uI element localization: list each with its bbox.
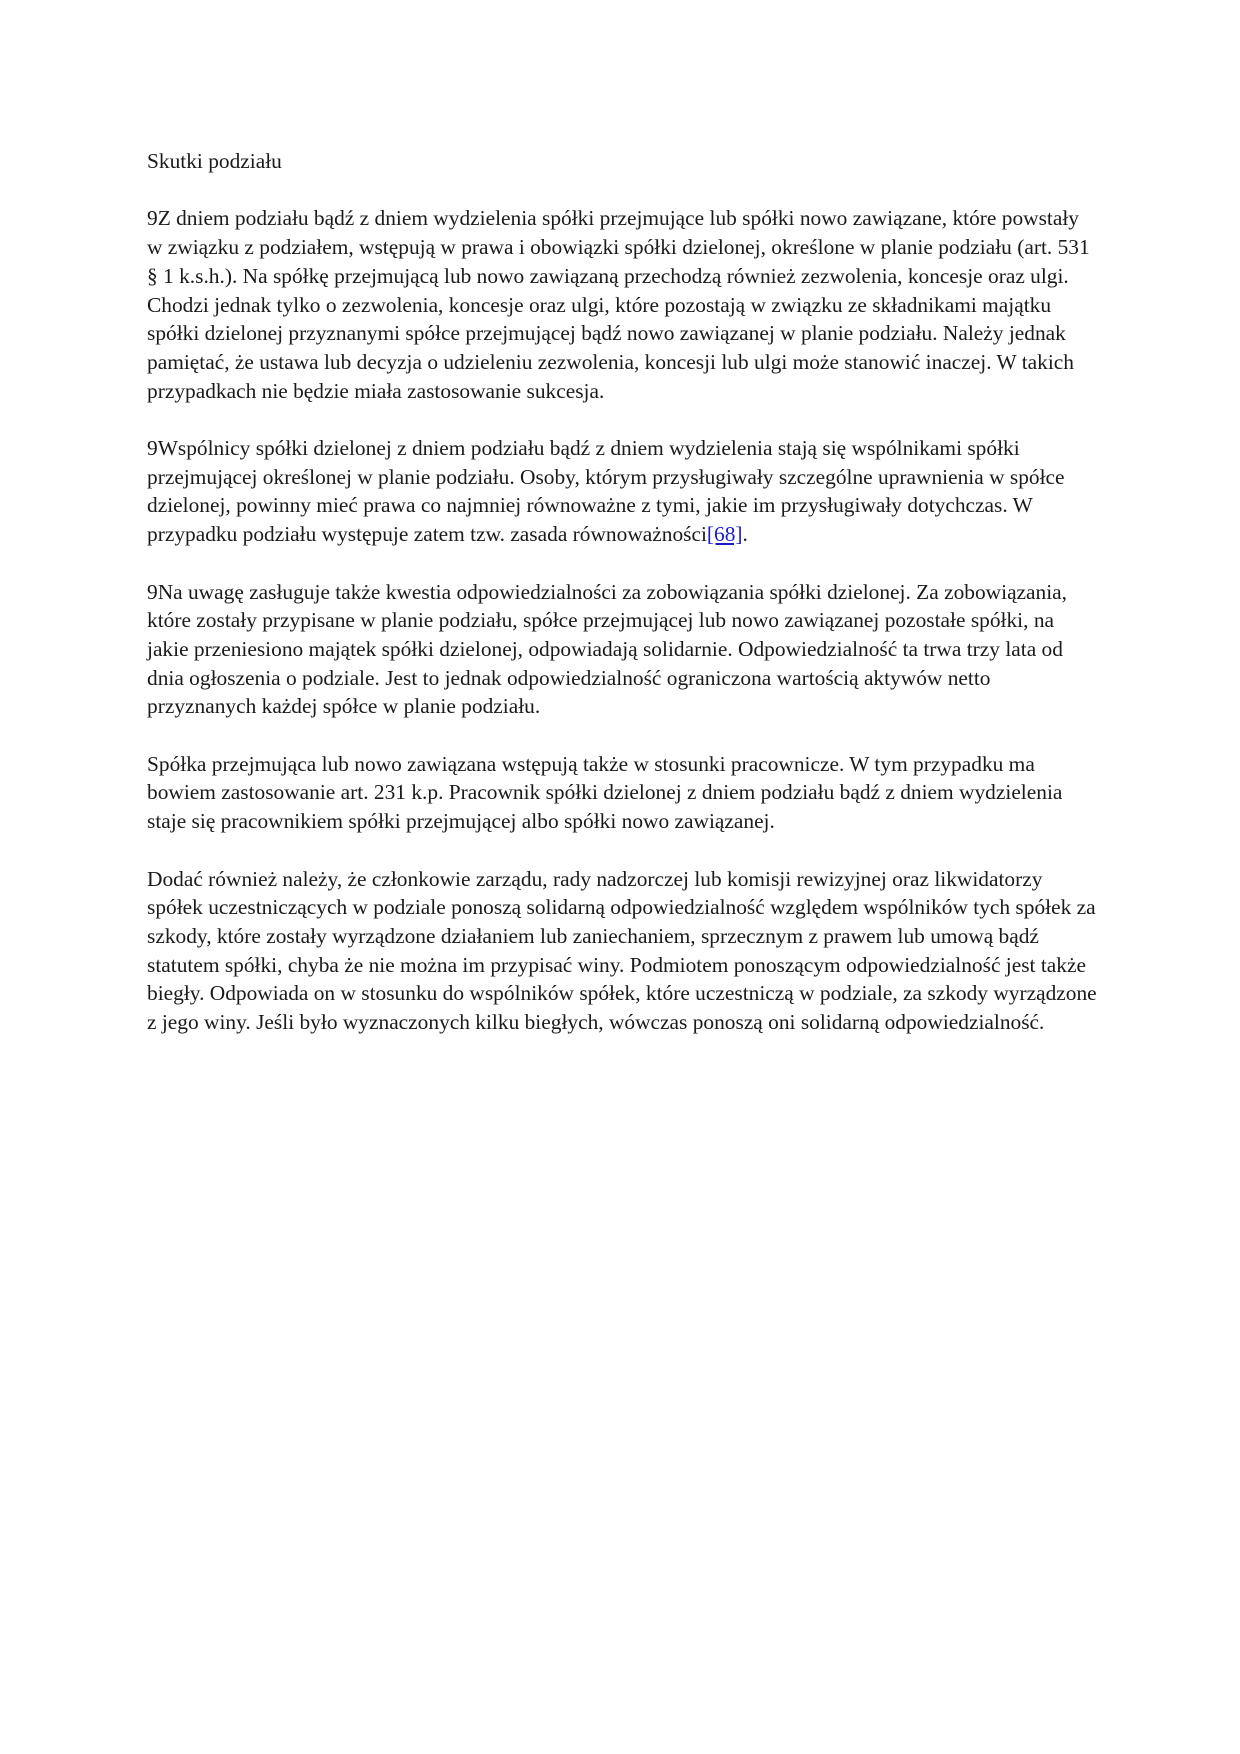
paragraph-employment: Spółka przejmująca lub nowo zawiązana wstępują także w stosunki pracownicze. W tym przypadku ma bowiem zastosowanie art. 231 k.p. Pracownik spółki dzielonej z dniem podziału bądź z dniem wydzielenia staje się pracownikiem spółki przejmującej albo spółki nowo zawiązanej. <box>147 751 1063 834</box>
paragraph-shareholders-text: 9Wspólnicy spółki dzielonej z dniem podziału bądź z dniem wydzielenia stają się wspólnikami spółki przejmującej określonej w planie podziału. Osoby, którym przysługiwały szczególne uprawnienia w spółce dzielonej, powinny mieć prawa co najmniej równoważne z tymi, jakie im przysługiwały dotychczas. W przypadku podziału występuje zatem tzw. zasada równoważności <box>147 436 1065 547</box>
document-title: Skutki podziału <box>147 149 282 173</box>
document-page <box>147 147 1097 1065</box>
paragraph-management-liability: Dodać również należy, że członkowie zarządu, rady nadzorczej lub komisji rewizyjnej oraz likwidatorzy spółek uczestniczących w podziale ponoszą solidarną odpowiedzialność względem wspólników tych spółek za szkody, które zostały wyrządzone działaniem lub zaniechaniem, sprzecznym z prawem lub umową bądź statutem spółki, chyba że nie można im przypisać winy. Podmiotem ponoszącym odpowiedzialność jest także biegły. Odpowiada on w stosunku do wspólników spółek, które uczestniczą w podziale, za szkody wyrządzone z jego winy. Jeśli było wyznaczonych kilku biegłych, wówczas ponoszą oni solidarną odpowiedzialność. <box>147 866 1097 1035</box>
paragraph-shareholders-tail: . <box>742 522 748 547</box>
paragraph-liability: 9Na uwagę zasługuje także kwestia odpowiedzialności za zobowiązania spółki dzielonej. Za zobowiązania, które zostały przypisane w planie podziału, spółce przejmującej lub nowo zawiązanej pozostałe spółki, na jakie przeniesiono majątek spółki dzielonej, odpowiadają solidarnie. Odpowiedzialność ta trwa trzy lata od dnia ogłoszenia o podziale. Jest to jednak odpowiedzialność ograniczona wartością aktywów netto przyznanych każdej spółce w planie podziału. <box>147 579 1068 719</box>
paragraph-succession: 9Z dniem podziału bądź z dniem wydzielenia spółki przejmujące lub spółki nowo zawiązane, które powstały w związku z podziałem, wstępują w prawa i obowiązki spółki dzielonej, określone w planie podziału (art. 531 § 1 k.s.h.). Na spółkę przejmującą lub nowo zawiązaną przechodzą również zezwolenia, koncesje oraz ulgi. Chodzi jednak tylko o zezwolenia, koncesje oraz ulgi, które pozostają w związku ze składnikami majątku spółki dzielonej przyznanymi spółce przejmującej bądź nowo zawiązanej w planie podziału. Należy jednak pamiętać, że ustawa lub decyzja o udzieleniu zezwolenia, koncesji lub ulgi może stanowić inaczej. W takich przypadkach nie będzie miała zastosowanie sukcesja. <box>147 206 1090 403</box>
paragraph-shareholders <box>147 434 1097 549</box>
footnote-link-68[interactable]: [68] <box>706 522 743 547</box>
